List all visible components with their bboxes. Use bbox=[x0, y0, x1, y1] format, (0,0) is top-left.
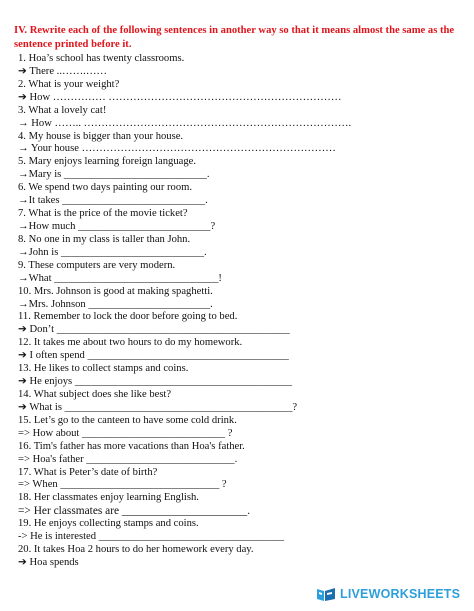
answer-line: => Her classmates are ______________________. bbox=[18, 505, 251, 518]
answer-line: ➔ Don’t ____________________________________________ bbox=[18, 324, 290, 336]
answer-line: →It takes ___________________________. bbox=[18, 195, 208, 207]
exercise-line: 19. He enjoys collecting stamps and coins. bbox=[18, 518, 199, 530]
exercise-line: 6. We spend two days painting our room. bbox=[18, 182, 193, 194]
answer-line: => When ______________________________ ? bbox=[18, 479, 227, 491]
exercise-line: 16. Tim's father has more vacations than Hoa's father. bbox=[18, 440, 245, 452]
liveworksheets-logo-icon bbox=[316, 586, 336, 602]
exercise-line: 12. It takes me about two hours to do my homework. bbox=[18, 337, 243, 349]
exercise-instruction: IV. Rewrite each of the following sentences in another way so that it means almost the same as the sentence printed before it. bbox=[14, 25, 455, 50]
exercise-line: 2. What is your weight? bbox=[18, 78, 120, 90]
exercise-line: 14. What subject does she like best? bbox=[18, 388, 172, 400]
exercise-line: 17. What is Peter’s date of birth? bbox=[18, 466, 158, 478]
exercise-line: 3. What a lovely cat! bbox=[18, 104, 107, 116]
answer-line: -> He is interested ___________________________________ bbox=[18, 531, 285, 543]
exercise-line: 18. Her classmates enjoy learning English. bbox=[18, 492, 199, 504]
exercise-line: 4. My house is bigger than your house. bbox=[18, 130, 184, 142]
answer-line: →What _______________________________! bbox=[18, 272, 222, 284]
exercise-line: 7. What is the price of the movie ticket? bbox=[18, 208, 188, 220]
exercise-line: 15. Let’s go to the canteen to have some cold drink. bbox=[18, 414, 237, 426]
answer-line: ➔ What is ___________________________________________? bbox=[18, 401, 298, 413]
answer-line: →John is ___________________________. bbox=[18, 246, 207, 258]
answer-line: →Mrs. Johnson _______________________. bbox=[18, 298, 213, 310]
answer-line: → Your house ……………………………………………………………… bbox=[18, 143, 336, 155]
exercise-line: 1. Hoa’s school has twenty classrooms. bbox=[18, 53, 185, 64]
answer-line: ➔ There ..…….…… bbox=[18, 65, 108, 77]
exercise-line: 13. He likes to collect stamps and coins. bbox=[18, 363, 189, 375]
exercise-line: 5. Mary enjoys learning foreign language. bbox=[18, 156, 196, 168]
answer-line: →How much _________________________? bbox=[18, 220, 216, 232]
answer-line: => Hoa's father ____________________________. bbox=[18, 453, 238, 465]
answer-line: ➔ He enjoys _________________________________________ bbox=[18, 376, 293, 388]
answer-line: ➔ How …………… ………………………………………………………… bbox=[18, 91, 342, 103]
brand-name: LIVEWORKSHEETS bbox=[340, 587, 461, 601]
liveworksheets-logo bbox=[316, 586, 460, 602]
exercise-line: 10. Mrs. Johnson is good at making spaghetti. bbox=[18, 285, 213, 297]
answer-line: → How …….. …………………………………………………………………. bbox=[18, 117, 352, 129]
answer-line: => How about ___________________________ ? bbox=[18, 427, 233, 439]
answer-line: ➔ I often spend ______________________________________ bbox=[18, 350, 289, 362]
exercise-line: 11. Remember to lock the door before going to bed. bbox=[18, 311, 238, 323]
exercise-line: 20. It takes Hoa 2 hours to do her homework every day. bbox=[18, 544, 254, 556]
answer-line: →Mary is ___________________________. bbox=[18, 169, 210, 181]
exercise-list bbox=[18, 53, 470, 570]
exercise-line: 9. These computers are very modern. bbox=[18, 259, 176, 271]
exercise-line: 8. No one in my class is taller than John. bbox=[18, 233, 191, 245]
answer-line: ➔ Hoa spends bbox=[18, 556, 79, 568]
